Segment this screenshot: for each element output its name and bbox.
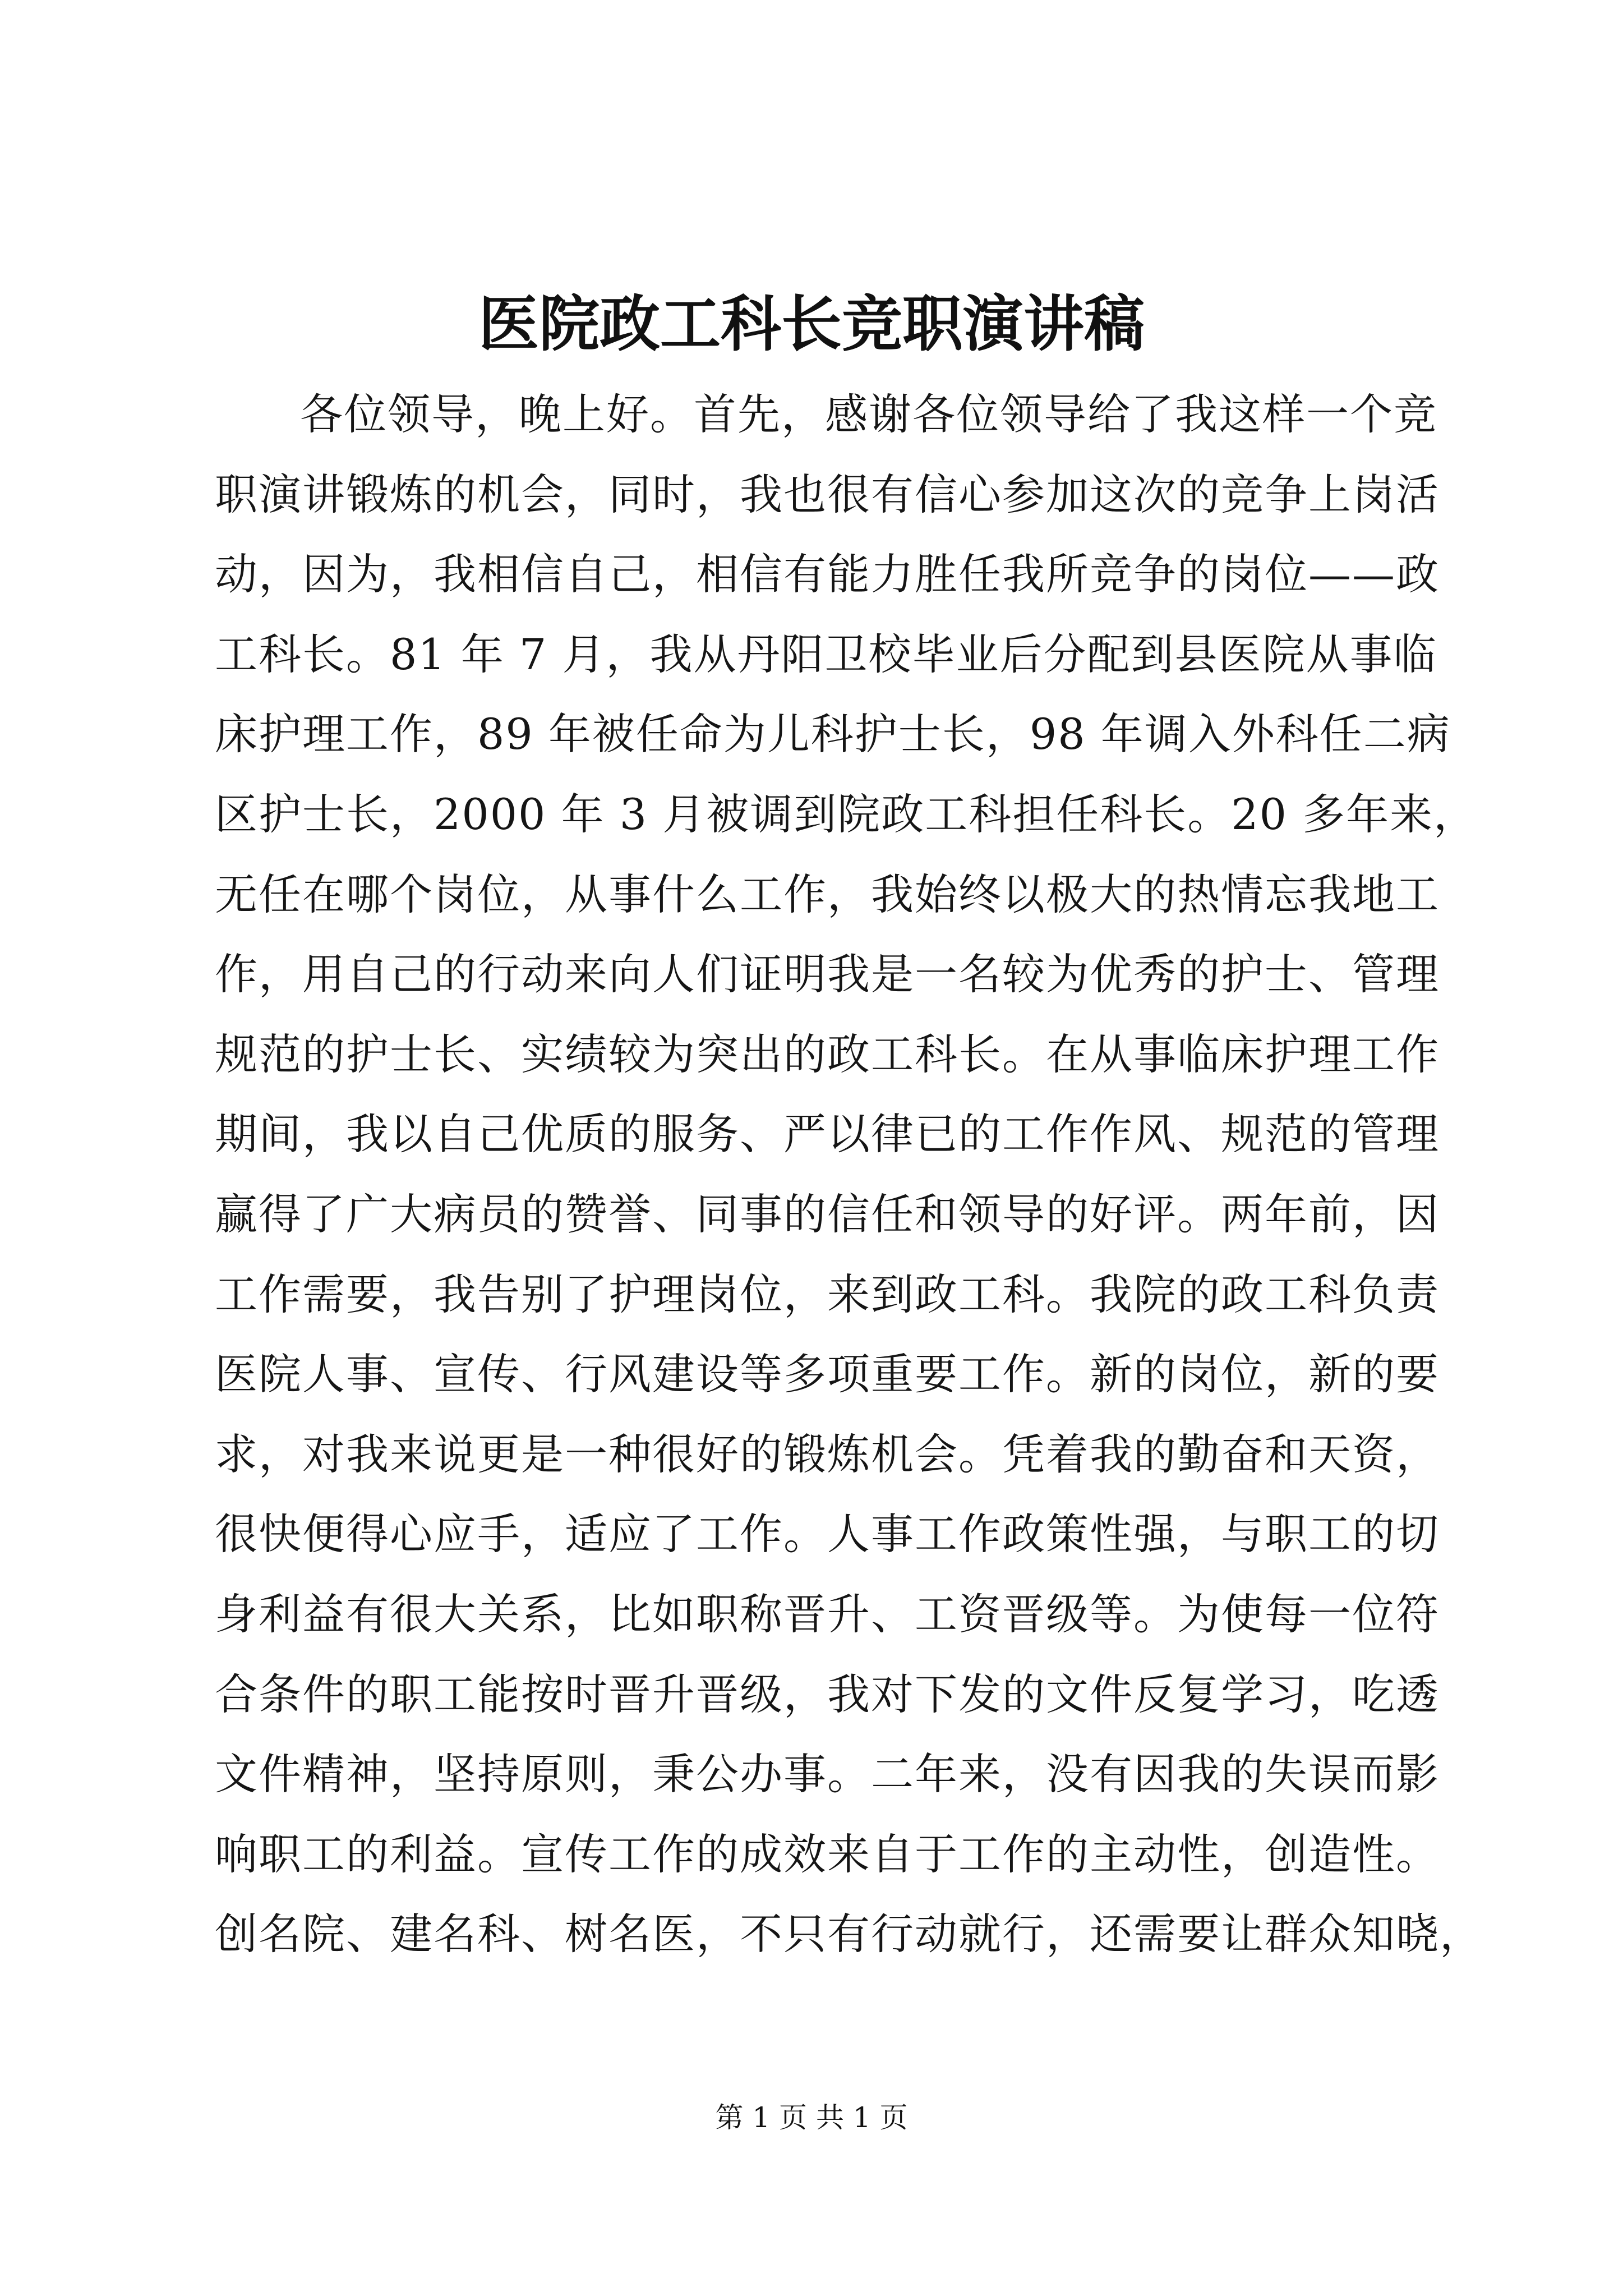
body-line: 各位领导，晚上好。首先，感谢各位领导给了我这样一个竞 xyxy=(300,389,1437,439)
body-line: 医院人事、宣传、行风建设等多项重要工作。新的岗位，新的要 xyxy=(215,1349,1440,1400)
body-line: 合条件的职工能按时晋升晋级，我对下发的文件反复学习，吃透 xyxy=(215,1669,1440,1719)
body-line: 很快便得心应手，适应了工作。人事工作政策性强，与职工的切 xyxy=(215,1509,1440,1559)
body-line: 期间，我以自己优质的服务、严以律已的工作作风、规范的管理 xyxy=(215,1109,1440,1159)
body-line: 规范的护士长、实绩较为突出的政工科长。在从事临床护理工作 xyxy=(215,1029,1440,1079)
body-line: 动，因为，我相信自己，相信有能力胜任我所竞争的岗位——政 xyxy=(215,549,1440,600)
body-line: 床护理工作，89 年被任命为儿科护士长，98 年调入外科任二病 xyxy=(215,709,1451,760)
body-line: 无任在哪个岗位，从事什么工作，我始终以极大的热情忘我地工 xyxy=(215,869,1440,919)
body-line: 创名院、建名科、树名医，不只有行动就行，还需要让群众知晓， xyxy=(215,1909,1483,1959)
body-line: 工作需要，我告别了护理岗位，来到政工科。我院的政工科负责 xyxy=(215,1269,1440,1319)
body-line: 求，对我来说更是一种很好的锻炼机会。凭着我的勤奋和天资， xyxy=(215,1429,1440,1479)
body-line: 响职工的利益。宣传工作的成效来自于工作的主动性，创造性。 xyxy=(215,1829,1440,1879)
body-line: 作，用自己的行动来向人们证明我是一名较为优秀的护士、管理 xyxy=(215,949,1440,1000)
document-body xyxy=(215,375,1483,1975)
document-title: 医院政工科长竞职演讲稿 xyxy=(478,289,1145,360)
body-line: 文件精神，坚持原则，秉公办事。二年来，没有因我的失误而影 xyxy=(215,1749,1440,1800)
body-line: 赢得了广大病员的赞誉、同事的信任和领导的好评。两年前，因 xyxy=(215,1189,1440,1239)
body-line: 职演讲锻炼的机会，同时，我也很有信心参加这次的竞争上岗活 xyxy=(215,469,1440,519)
body-line: 工科长。81 年 7 月，我从丹阳卫校毕业后分配到县医院从事临 xyxy=(215,629,1437,679)
body-line: 身利益有很大关系，比如职称晋升、工资晋级等。为使每一位符 xyxy=(215,1589,1440,1639)
page-number-footer: 第 1 页 共 1 页 xyxy=(715,2101,908,2134)
body-line: 区护士长，2000 年 3 月被调到院政工科担任科长。20 多年来， xyxy=(215,789,1478,839)
